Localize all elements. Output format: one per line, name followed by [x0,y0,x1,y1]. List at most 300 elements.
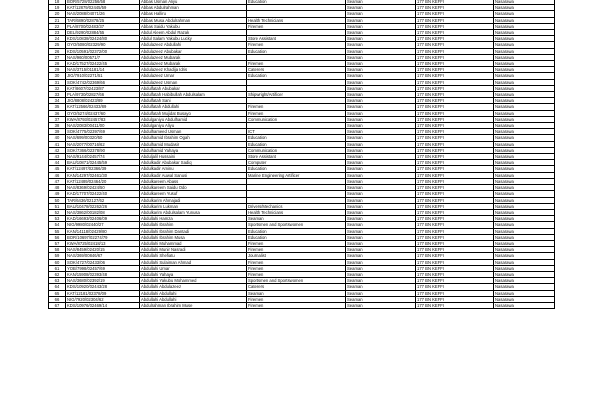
trade-cell: Firemen [247,265,346,271]
state-cell: Nasarawa [494,61,555,67]
service-number-cell: NIG/9980/02440/27 [66,222,140,228]
state-cell: Nasarawa [494,290,555,296]
service-number-cell: NAS/3680/02392/19 [66,278,140,284]
name-cell: Abdul Salam Yakubu Lucky [140,36,247,42]
service-number-cell: KAN/15908/02393/48 [66,271,140,277]
rank-cell: Seaman [346,85,416,91]
serial-number-cell: 39 [49,129,66,135]
service-number-cell: KAT/12181/02378/09 [66,290,140,296]
serial-number-cell: 54 [49,222,66,228]
name-cell: Abdulkareem Abass [140,178,247,184]
rank-cell: Seaman [346,154,416,160]
trade-cell: Education [247,166,346,172]
serial-number-cell: 31 [49,79,66,85]
rank-cell: Seaman [346,42,416,48]
serial-number-cell: 50 [49,197,66,203]
rank-cell: Seaman [346,30,416,36]
service-number-cell: SOK/4727/02433/06 [66,259,140,265]
serial-number-cell: 48 [49,185,66,191]
serial-number-cell: 66 [49,296,66,302]
serial-number-cell: 22 [49,23,66,29]
rank-cell: Seaman [346,0,416,5]
service-number-cell: BAU/10871/02445/59 [66,160,140,166]
trade-cell: ICT [247,129,346,135]
serial-number-cell: 18 [49,0,66,5]
trade-cell: Firemen [247,61,346,67]
trade-cell: Health Technicians [247,17,346,23]
serial-number-cell: 35 [49,104,66,110]
trade-cell: Education [247,141,346,147]
service-number-cell: SOK/4742/02369/66 [66,79,140,85]
trade-cell: Firemen [247,42,346,48]
state-cell: Nasarawa [494,48,555,54]
service-number-cell: NAS/2083/00411/00 [66,123,140,129]
state-cell: Nasarawa [494,67,555,73]
unit-cell: 177 BN KEFFI [416,42,494,48]
service-number-cell: NIG/7920/02304/62 [66,296,140,302]
service-number-cell: TAR/6436/02127/62 [66,197,140,203]
rank-cell: Seaman [346,110,416,116]
state-cell: Nasarawa [494,302,555,308]
rank-cell: Seaman [346,228,416,234]
rank-cell: Seaman [346,123,416,129]
rank-cell: Seaman [346,141,416,147]
name-cell: Abdulkarim Ahmajadi [140,197,247,203]
rank-cell: Seaman [346,172,416,178]
unit-cell: 177 BN KEFFI [416,247,494,253]
state-cell: Nasarawa [494,240,555,246]
trade-cell: Firemen [247,240,346,246]
trade-cell: Firemen [247,296,346,302]
unit-cell: 177 BN KEFFI [416,11,494,17]
serial-number-cell: 47 [49,178,66,184]
trade-cell: Seaman [247,216,346,222]
rank-cell: Seaman [346,284,416,290]
name-cell: Abdulazeez Abdullahi [140,42,247,48]
unit-cell: 177 BN KEFFI [416,30,494,36]
state-cell: Nasarawa [494,166,555,172]
name-cell: Abdullahi Sulaiman Ahmad [140,259,247,265]
name-cell: Abduljalil Hussaini [140,154,247,160]
rank-cell: Seaman [346,209,416,215]
service-number-cell: NAS/3715/01181/14 [66,67,140,73]
state-cell: Nasarawa [494,259,555,265]
name-cell: Abdulkareem Saidu Odo [140,185,247,191]
trade-cell: Store Assistant [247,154,346,160]
trade-cell: Firemen [247,110,346,116]
service-number-cell: KAD/17527/02422/45 [66,61,140,67]
service-number-cell: OYO/5274/02437/60 [66,110,140,116]
unit-cell: 177 BN KEFFI [416,216,494,222]
service-number-cell: NAS/2088/04071/26 [66,11,140,17]
unit-cell: 177 BN KEFFI [416,54,494,60]
serial-number-cell: 49 [49,191,66,197]
name-cell: Abdulazeez Khadija Idris [140,67,247,73]
unit-cell: 177 BN KEFFI [416,61,494,67]
unit-cell: 177 BN KEFFI [416,191,494,197]
serial-number-cell: 30 [49,73,66,79]
unit-cell: 177 BN KEFFI [416,147,494,153]
state-cell: Nasarawa [494,30,555,36]
name-cell: Abdulkadir Abubakar Sadiq [140,160,247,166]
rank-cell: Seaman [346,240,416,246]
name-cell: Abbas Musa Abdulrahman [140,17,247,23]
name-cell: Abdullahi Shefiatu [140,253,247,259]
rank-cell: Seaman [346,73,416,79]
name-cell: Abdulkarim Abdulsalam Yunusa [140,209,247,215]
serial-number-cell: 34 [49,98,66,104]
serial-number-cell: 53 [49,216,66,222]
state-cell: Nasarawa [494,17,555,23]
state-cell: Nasarawa [494,209,555,215]
unit-cell: 177 BN KEFFI [416,166,494,172]
serial-number-cell: 55 [49,228,66,234]
service-number-cell: TAR/6890/02878/25 [66,17,140,23]
serial-number-cell: 62 [49,271,66,277]
name-cell: Abdulkarim Lukman [140,203,247,209]
trade-cell: Firemen [247,259,346,265]
state-cell: Nasarawa [494,222,555,228]
service-number-cell: PLA/8700/02483/37 [66,23,140,29]
name-cell: Abdullahi Yahaya [140,271,247,277]
service-number-cell: KAD/17707/02422/40 [66,191,140,197]
unit-cell: 177 BN KEFFI [416,265,494,271]
unit-cell: 177 BN KEFFI [416,209,494,215]
service-number-cell: KWA/8793/02457/83 [66,116,140,122]
trade-cell: Firemen [247,104,346,110]
unit-cell: 177 BN KEFFI [416,178,494,184]
name-cell: Abdullahi Umar [140,265,247,271]
name-cell: Abdulazeez Abubakar [140,48,247,54]
serial-number-cell: 41 [49,141,66,147]
roster-table [48,0,555,309]
trade-cell: Education [247,234,346,240]
state-cell: Nasarawa [494,11,555,17]
service-number-cell: KAT/12566/02433/89 [66,104,140,110]
unit-cell: 177 BN KEFFI [416,271,494,277]
service-number-cell: KAT/12489/02464/20 [66,178,140,184]
roster-sheet [48,0,554,309]
trade-cell: Firemen [247,23,346,29]
unit-cell: 177 BN KEFFI [416,141,494,147]
state-cell: Nasarawa [494,135,555,141]
unit-cell: 177 BN KEFFI [416,228,494,234]
state-cell: Nasarawa [494,265,555,271]
trade-cell: Shipwright/Artificer [247,92,346,98]
rank-cell: Seaman [346,36,416,42]
service-number-cell: KDS/10591/02372/00 [66,48,140,54]
serial-number-cell: 28 [49,61,66,67]
trade-cell: Firemen [247,302,346,308]
unit-cell: 177 BN KEFFI [416,79,494,85]
trade-cell: Store Assistant [247,36,346,42]
name-cell: Abdullahi Yakubu Mohammed [140,278,247,284]
rank-cell: Seaman [346,222,416,228]
state-cell: Nasarawa [494,216,555,222]
unit-cell: 177 BN KEFFI [416,116,494,122]
unit-cell: 177 BN KEFFI [416,222,494,228]
service-number-cell: SOK/4775/02397/69 [66,129,140,135]
service-number-cell: KAT/12879/02445/59 [66,5,140,11]
trade-cell: Education [247,48,346,54]
state-cell: Nasarawa [494,23,555,29]
unit-cell: 177 BN KEFFI [416,160,494,166]
serial-number-cell: 43 [49,154,66,160]
serial-number-cell: 57 [49,240,66,246]
state-cell: Nasarawa [494,271,555,277]
serial-number-cell: 59 [49,253,66,259]
state-cell: Nasarawa [494,247,555,253]
name-cell: Abdulfatah Abdullahi [140,104,247,110]
serial-number-cell: 20 [49,11,66,17]
rank-cell: Seaman [346,98,416,104]
service-number-cell: KAD/16693/02406/09 [66,216,140,222]
service-number-cell: JIG/8808/02423/89 [66,98,140,104]
serial-number-cell: 45 [49,166,66,172]
serial-number-cell: 29 [49,67,66,73]
service-number-cell: DEL/9290/02884/55 [66,30,140,36]
name-cell: Abdullahi Abdulazeez [140,284,247,290]
name-cell: Abdullahi Ibrahim Dantadi [140,228,247,234]
rank-cell: Seaman [346,92,416,98]
unit-cell: 177 BN KEFFI [416,98,494,104]
service-number-cell: NAS/9144/02457/74 [66,154,140,160]
unit-cell: 177 BN KEFFI [416,135,494,141]
state-cell: Nasarawa [494,5,555,11]
unit-cell: 177 BN KEFFI [416,290,494,296]
state-cell: Nasarawa [494,203,555,209]
unit-cell: 177 BN KEFFI [416,123,494,129]
serial-number-cell: 27 [49,54,66,60]
unit-cell: 177 BN KEFFI [416,104,494,110]
rank-cell: Seaman [346,129,416,135]
trade-cell: Firemen [247,271,346,277]
unit-cell: 177 BN KEFFI [416,278,494,284]
unit-cell: 177 BN KEFFI [416,185,494,191]
service-number-cell: KWA/8725/02418/13 [66,240,140,246]
trade-cell: Sportsmen and Sportswomen [247,278,346,284]
name-cell: Abdullahi Ibrahim [140,222,247,228]
unit-cell: 177 BN KEFFI [416,17,494,23]
name-cell: Abdulazeez Mubarak [140,61,247,67]
unit-cell: 177 BN KEFFI [416,302,494,308]
rank-cell: Seaman [346,135,416,141]
service-number-cell: KAT/12497/02366/39 [66,166,140,172]
unit-cell: 177 BN KEFFI [416,172,494,178]
name-cell: Abdul Aleem Abdul Razak [140,30,247,36]
unit-cell: 177 BN KEFFI [416,129,494,135]
name-cell: Abbas Halliru [140,11,247,17]
service-number-cell: NAS/8369/02424/50 [66,185,140,191]
state-cell: Nasarawa [494,234,555,240]
trade-cell: Education [247,228,346,234]
rank-cell: Seaman [346,271,416,277]
rank-cell: Seaman [346,302,416,308]
service-number-cell: KAN/14297/02461/30 [66,172,140,178]
state-cell: Nasarawa [494,172,555,178]
serial-number-cell: 23 [49,30,66,36]
name-cell: Abdulfatah Mujidat Busayo [140,110,247,116]
rank-cell: Seaman [346,234,416,240]
name-cell: Abdulhameed Usman [140,129,247,135]
rank-cell: Seaman [346,61,416,67]
trade-cell: Education [247,0,346,5]
serial-number-cell: 25 [49,42,66,48]
service-number-cell: SOK/7366/02378/90 [66,147,140,153]
name-cell: Abdullahi Hamza [140,216,247,222]
rank-cell: Seaman [346,259,416,265]
rank-cell: Seaman [346,191,416,197]
rank-cell: Seaman [346,216,416,222]
service-number-cell: KDS/10976/02469/14 [66,302,140,308]
name-cell: Abdulkadir Auwal Sanusi [140,172,247,178]
serial-number-cell: 19 [49,5,66,11]
trade-cell: Sportsmen and Sportswomen [247,222,346,228]
trade-cell: Communication [247,116,346,122]
state-cell: Nasarawa [494,123,555,129]
state-cell: Nasarawa [494,284,555,290]
rank-cell: Seaman [346,104,416,110]
rank-cell: Seaman [346,48,416,54]
service-number-cell: JIG/7910/02271/51 [66,73,140,79]
trade-cell: Drivers/Mechanics [247,203,346,209]
table-row [49,302,555,308]
state-cell: Nasarawa [494,185,555,191]
state-cell: Nasarawa [494,147,555,153]
state-cell: Nasarawa [494,92,555,98]
rank-cell: Seaman [346,5,416,11]
name-cell: Abdulhamid Yahaya [140,147,247,153]
state-cell: Nasarawa [494,79,555,85]
state-cell: Nasarawa [494,104,555,110]
unit-cell: 177 BN KEFFI [416,284,494,290]
name-cell: Abdulfatah Sani [140,98,247,104]
serial-number-cell: 26 [49,48,66,54]
state-cell: Nasarawa [494,197,555,203]
rank-cell: Seaman [346,23,416,29]
rank-cell: Seaman [346,185,416,191]
unit-cell: 177 BN KEFFI [416,36,494,42]
rank-cell: Seaman [346,265,416,271]
rank-cell: Seaman [346,11,416,17]
name-cell: Abdulhamid Ibrahim Ogah [140,135,247,141]
service-number-cell: NAS/2077/00716/62 [66,141,140,147]
name-cell: Abdulazeez Umar [140,73,247,79]
serial-number-cell: 56 [49,234,66,240]
service-number-cell: KDS/10920/02443/28 [66,284,140,290]
unit-cell: 177 BN KEFFI [416,197,494,203]
unit-cell: 177 BN KEFFI [416,92,494,98]
serial-number-cell: 61 [49,265,66,271]
state-cell: Nasarawa [494,253,555,259]
service-number-cell: BOR/5728/02256/58 [66,0,140,5]
serial-number-cell: 42 [49,147,66,153]
rank-cell: Seaman [346,166,416,172]
state-cell: Nasarawa [494,191,555,197]
unit-cell: 177 BN KEFFI [416,73,494,79]
name-cell: Abdullahi Munir Nasradi [140,247,247,253]
rank-cell: Seaman [346,197,416,203]
state-cell: Nasarawa [494,85,555,91]
unit-cell: 177 BN KEFFI [416,203,494,209]
name-cell: Abdullahi Abdullahi [140,296,247,302]
state-cell: Nasarawa [494,228,555,234]
service-number-cell: NAS/369/00846/67 [66,253,140,259]
service-number-cell: KAT/8607/02423/87 [66,85,140,91]
serial-number-cell: 64 [49,284,66,290]
rank-cell: Seaman [346,278,416,284]
name-cell: Abdulazeez Mubarak [140,54,247,60]
serial-number-cell: 24 [49,36,66,42]
rank-cell: Seaman [346,147,416,153]
rank-cell: Seaman [346,116,416,122]
service-number-cell: NAS/3862/00182/08 [66,209,140,215]
service-number-cell: YOB/7998/02457/69 [66,265,140,271]
service-number-cell: KAN/14118/02429/80 [66,228,140,234]
state-cell: Nasarawa [494,154,555,160]
rank-cell: Seaman [346,160,416,166]
service-number-cell: PLA/9730/02827/66 [66,92,140,98]
unit-cell: 177 BN KEFFI [416,5,494,11]
trade-cell: Journalist [247,253,346,259]
name-cell: Abdulazeez Usman [140,79,247,85]
serial-number-cell: 51 [49,203,66,209]
name-cell: Abdulhamid Mudasir [140,141,247,147]
state-cell: Nasarawa [494,98,555,104]
trade-cell: Computer [247,160,346,166]
state-cell: Nasarawa [494,129,555,135]
rank-cell: Seaman [346,247,416,253]
serial-number-cell: 32 [49,85,66,91]
unit-cell: 177 BN KEFFI [416,110,494,116]
name-cell: Abdulrahman Ibrahim Muse [140,302,247,308]
serial-number-cell: 44 [49,160,66,166]
service-number-cell: KDS/10838/02424/80 [66,36,140,42]
state-cell: Nasarawa [494,110,555,116]
unit-cell: 177 BN KEFFI [416,240,494,246]
rank-cell: Seaman [346,290,416,296]
trade-cell: Education [247,73,346,79]
trade-cell: Education [247,135,346,141]
service-number-cell: BOR/10697/02274/79 [66,234,140,240]
serial-number-cell: 38 [49,123,66,129]
name-cell: Abdulganiyu Abdulhamid [140,116,247,122]
serial-number-cell: 40 [49,135,66,141]
name-cell: Abdulfatah Habibullah Abdulsalam [140,92,247,98]
roster-body [49,0,555,309]
service-number-cell: NAS/8459/02420/15 [66,247,140,253]
trade-cell: Seaman [247,290,346,296]
name-cell: Abdulkadir Aminu [140,166,247,172]
unit-cell: 177 BN KEFFI [416,23,494,29]
rank-cell: Seaman [346,178,416,184]
unit-cell: 177 BN KEFFI [416,259,494,265]
name-cell: Abdulganiyu Aliyu [140,123,247,129]
unit-cell: 177 BN KEFFI [416,296,494,302]
service-number-cell: BAU/10478/02262/26 [66,203,140,209]
state-cell: Nasarawa [494,296,555,302]
trade-cell: Marine Engineering Artificer [247,172,346,178]
trade-cell: Communication [247,147,346,153]
serial-number-cell: 60 [49,259,66,265]
serial-number-cell: 46 [49,172,66,178]
rank-cell: Seaman [346,203,416,209]
name-cell: Abdullahi Muhammad [140,240,247,246]
serial-number-cell: 67 [49,302,66,308]
serial-number-cell: 52 [49,209,66,215]
unit-cell: 177 BN KEFFI [416,85,494,91]
unit-cell: 177 BN KEFFI [416,48,494,54]
